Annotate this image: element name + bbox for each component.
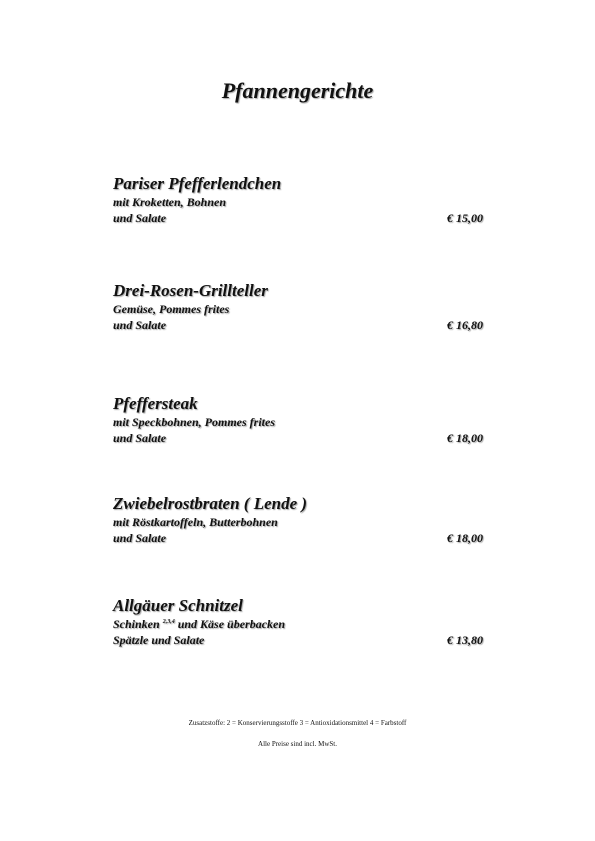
dish-last-line — [113, 632, 483, 648]
dish-name: Pfeffersteak — [113, 394, 198, 413]
additive-footnote-marker: 2,3,4 — [162, 619, 175, 625]
dish-price: € 18,00 — [447, 531, 483, 545]
dish-description: mit Röstkartoffeln, Butterbohnen — [113, 515, 278, 529]
dish-description-start: Schinken — [113, 617, 160, 631]
dish-description: mit Speckbohnen, Pommes frites — [113, 415, 275, 429]
dish-sides: Spätzle und Salate — [113, 633, 205, 647]
dish-last-line — [113, 210, 483, 226]
dish-price: € 15,00 — [447, 211, 483, 225]
dish-description — [113, 616, 483, 632]
dish-price: € 18,00 — [447, 431, 483, 445]
dish-name: Zwiebelrostbraten ( Lende ) — [113, 494, 308, 513]
menu-item — [113, 394, 483, 446]
menu-item — [113, 174, 483, 226]
dish-price: € 13,80 — [447, 633, 483, 647]
dish-name: Pariser Pfefferlendchen — [113, 174, 282, 193]
dish-price: € 16,80 — [447, 318, 483, 332]
menu-item — [113, 281, 483, 333]
menu-item — [113, 596, 483, 648]
dish-sides: und Salate — [113, 211, 167, 225]
dish-description: mit Kroketten, Bohnen — [113, 195, 227, 209]
dish-sides: und Salate — [113, 431, 167, 445]
dish-sides: und Salate — [113, 318, 167, 332]
dish-name: Drei-Rosen-Grillteller — [113, 281, 268, 300]
dish-sides: und Salate — [113, 531, 167, 545]
dish-name: Allgäuer Schnitzel — [113, 596, 243, 615]
dish-description-end: und Käse überbacken — [177, 617, 286, 631]
menu-item — [113, 494, 483, 546]
additives-note: Zusatzstoffe: 2 = Konservierungsstoffe 3 = Antioxidationsmittel 4 = Farbstoff — [188, 719, 407, 727]
page-title: Pfannengerichte — [221, 78, 374, 103]
dish-description: Gemüse, Pommes frites — [113, 302, 230, 316]
dish-last-line — [113, 530, 483, 546]
vat-note: Alle Preise sind incl. MwSt. — [258, 740, 337, 748]
dish-last-line — [113, 317, 483, 333]
dish-last-line — [113, 430, 483, 446]
